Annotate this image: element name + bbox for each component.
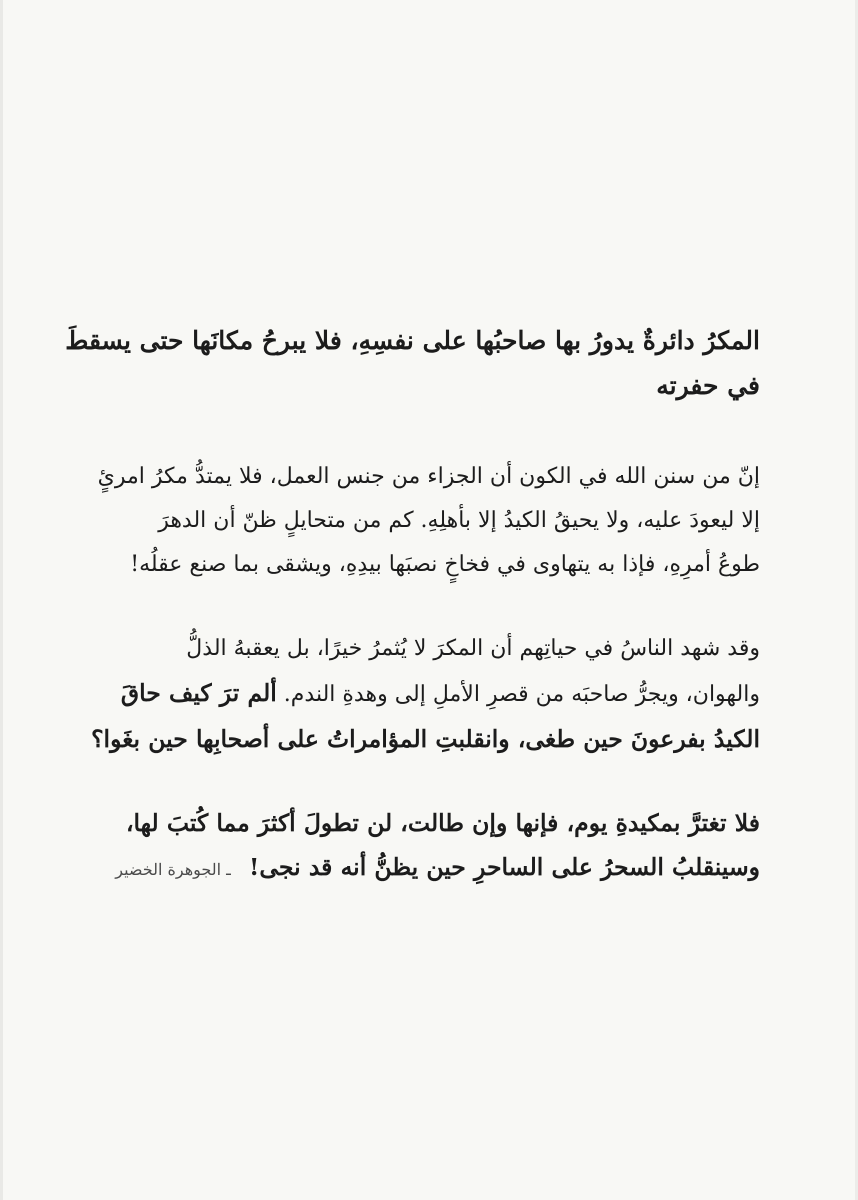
paragraph-2-line-2-normal: والهوان، ويجرُّ صاحبَه من قصرِ الأملِ إلى وهدةِ الندم. — [283, 682, 760, 707]
heading — [65, 318, 760, 408]
closing-line-1: فلا تغترَّ بمكيدةِ يوم، فإنها وإن طالت، لن تطولَ أكثرَ مما كُتبَ لها، — [125, 809, 760, 837]
paragraph-1-line-2: إلا ليعودَ عليه، ولا يحيقُ الكيدُ إلا بأهلِهِ. كم من متحايلٍ ظنّ أن الدهرَ — [158, 508, 760, 533]
heading-line-2: في حفرته — [656, 371, 760, 400]
heading-line-1: المكرُ دائرةٌ يدورُ بها صاحبُها على نفسِهِ، فلا يبرحُ مكانَها حتى يسقطَ — [65, 326, 760, 355]
closing-line-2-text: وسينقلبُ السحرُ على الساحرِ حين يظنُّ أنه قد نجى! — [249, 853, 760, 881]
paragraph-2-line-2-bold: ألم ترَ كيف حاقَ — [120, 679, 277, 707]
paragraph-1 — [97, 455, 760, 587]
text-page — [65, 318, 760, 932]
paragraph-1-line-3: طوعُ أمرِهِ، فإذا به يتهاوى في فخاخٍ نصبَها بيدِهِ، ويشقى بما صنع عقلُه! — [130, 552, 760, 577]
closing-paragraph — [100, 801, 760, 892]
closing-line-2 — [100, 845, 760, 892]
paragraph-2 — [91, 627, 760, 761]
paragraph-2-line-1: وقد شهد الناسُ في حياتِهم أن المكرَ لا يُثمرُ خيرًا، بل يعقبهُ الذلُّ — [186, 636, 760, 661]
paragraph-1-line-1: إنّ من سنن الله في الكون أن الجزاء من جنس العمل، فلا يمتدُّ مكرُ امرئٍ — [97, 464, 760, 489]
paragraph-2-line-2 — [100, 671, 760, 717]
author-signature: ـ الجوهرة الخضير — [115, 860, 231, 879]
paragraph-2-line-3: الكيدُ بفرعونَ حين طغى، وانقلبتِ المؤامراتُ على أصحابِها حين بغَوا؟ — [91, 725, 760, 753]
